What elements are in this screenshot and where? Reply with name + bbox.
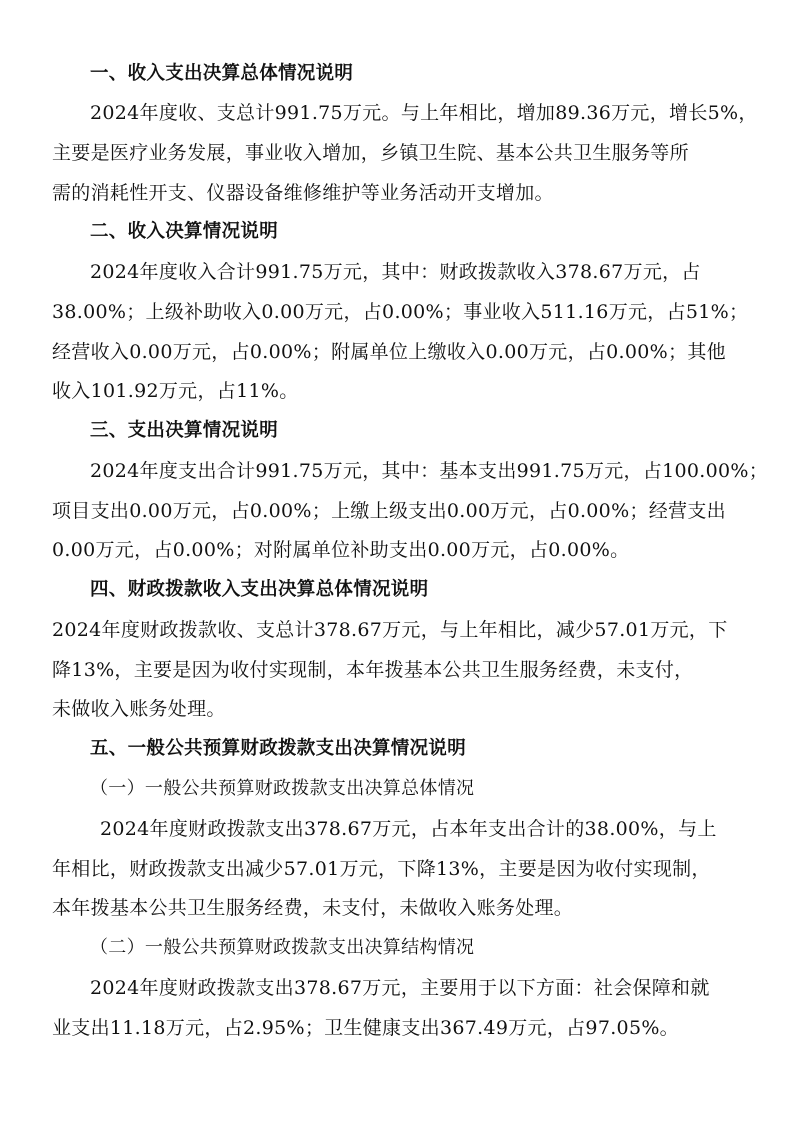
paragraph-line: 主要是医疗业务发展，事业收入增加，乡镇卫生院、基本公共卫生服务等所: [52, 142, 689, 164]
paragraph-line: 业支出11.18万元，占2.95%；卫生健康支出367.49万元，占97.05%。: [52, 1017, 679, 1039]
paragraph-line: 需的消耗性开支、仪器设备维修维护等业务活动开支增加。: [52, 182, 554, 204]
paragraph-line: 0.00万元，占0.00%；对附属单位补助支出0.00万元，占0.00%。: [52, 539, 630, 561]
paragraph-line: 2024年度支出合计991.75万元，其中：基本支出991.75万元，占100.00%；: [90, 460, 769, 482]
paragraph-line: 降13%，主要是因为收付实现制，本年拨基本公共卫生服务经费，未支付，: [52, 659, 694, 681]
section-heading-4: 四、财政拨款收入支出决算总体情况说明: [90, 579, 429, 600]
paragraph-line: 经营收入0.00万元，占0.00%；附属单位上缴收入0.00万元，占0.00%；其他: [52, 341, 726, 363]
subsection-heading-1: （一）一般公共预算财政拨款支出决算总体情况: [90, 778, 475, 799]
section-heading-2: 二、收入决算情况说明: [90, 221, 279, 242]
section-heading-1: 一、收入支出决算总体情况说明: [90, 63, 354, 84]
paragraph-line: 2024年度财政拨款支出378.67万元，占本年支出合计的38.00%，与上: [100, 818, 717, 840]
paragraph-line: 2024年度财政拨款收、支总计378.67万元，与上年相比，减少57.01万元，下: [52, 619, 728, 641]
paragraph-line: 项目支出0.00万元，占0.00%；上缴上级支出0.00万元，占0.00%；经营支出: [52, 500, 726, 522]
section-heading-5: 五、一般公共预算财政拨款支出决算情况说明: [90, 738, 467, 759]
paragraph-line: 2024年度收、支总计991.75万元。与上年相比，增加89.36万元，增长5%，: [90, 102, 758, 124]
paragraph-line: 年相比，财政拨款支出减少57.01万元，下降13%，主要是因为收付实现制，: [52, 858, 711, 880]
section-heading-3: 三、支出决算情况说明: [90, 420, 279, 441]
paragraph-line: 2024年度财政拨款支出378.67万元，主要用于以下方面：社会保障和就: [90, 977, 710, 999]
paragraph-line: 2024年度收入合计991.75万元，其中：财政拨款收入378.67万元，占: [90, 261, 701, 283]
paragraph-line: 本年拨基本公共卫生服务经费，未支付，未做收入账务处理。: [52, 897, 574, 919]
paragraph-line: 38.00%；上级补助收入0.00万元，占0.00%；事业收入511.16万元，占51%；: [52, 301, 749, 323]
subsection-heading-2: （二）一般公共预算财政拨款支出决算结构情况: [90, 937, 475, 958]
paragraph-line: 未做收入账务处理。: [52, 698, 226, 720]
paragraph-line: 收入101.92万元，占11%。: [52, 380, 299, 402]
